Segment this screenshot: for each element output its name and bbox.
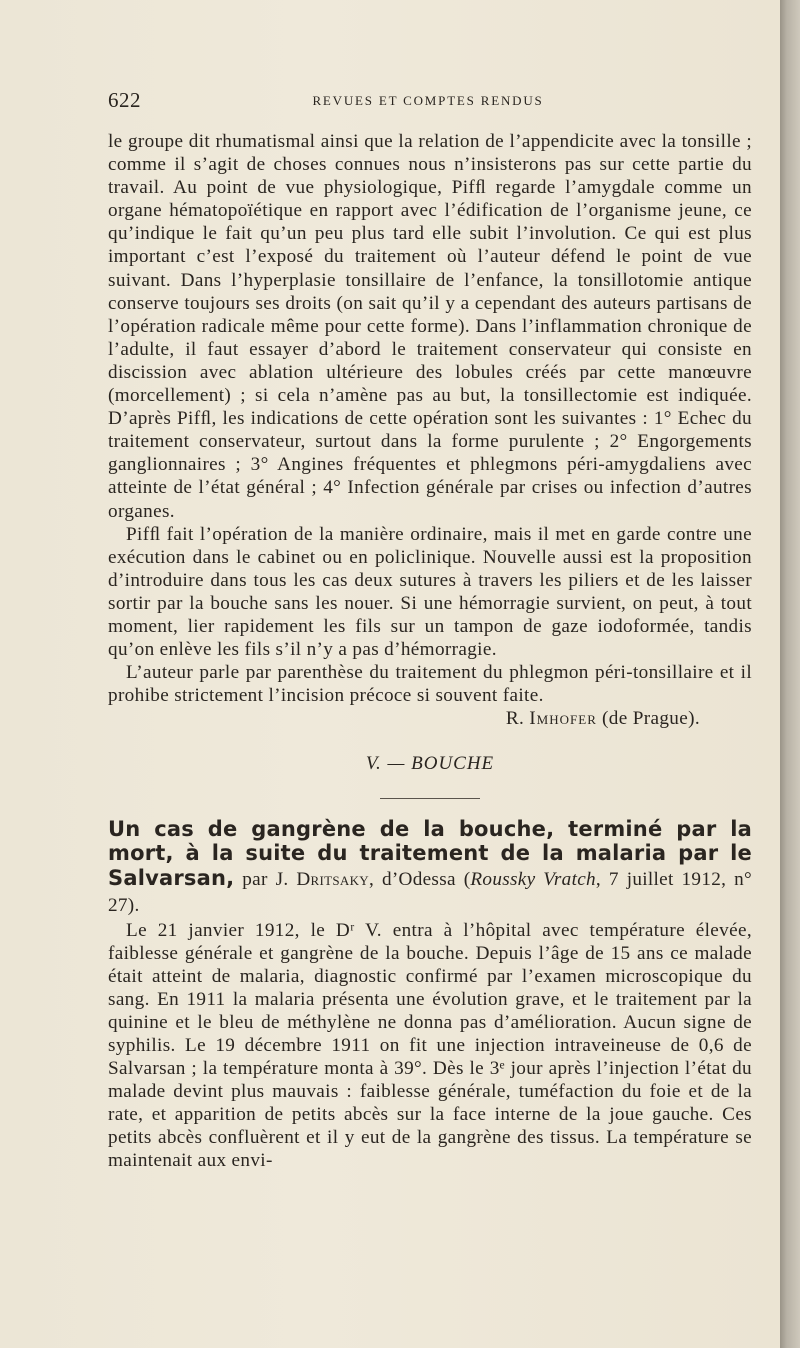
paragraph-3: L’auteur parle par parenthèse du traitement du phlegmon péri-tonsillaire et il prohibe strictement l’incision précoce si souvent faite. (108, 662, 752, 707)
page-header (108, 88, 748, 114)
byline-prefix: par J. (234, 868, 297, 890)
article-paragraph: Le 21 janvier 1912, le Dʳ V. entra à l’hôpital avec température élevée, faiblesse générale et gangrène de la bouche. Depuis l’âge de 15 ans ce malade était atteint de malaria, diagnostic confirmé par l’examen microscopique du sang. En 1911 la malaria présenta une évolution grave, et le traitement par la quinine et le bleu de méthylène ne donna pas d’amélioration. Aucun signe de syphilis. Le 19 décembre 1911 on fit une injection intraveineuse de 0,6 de Salvarsan ; la température monta à 39°. Dès le 3ᵉ jour après l’injection l’état du malade devint plus mauvais : faiblesse générale, tuméfaction du foie et de la rate, et apparition de petits abcès sur la face interne de la joue gauche. Ces petits abcès confluèrent et il y eut de la gangrène des tissus. La température se maintenait aux envi- (108, 919, 752, 1172)
page-edge-shadow (780, 0, 800, 1348)
article-title: Un cas de gangrène de la bouche, terminé par la mort, à la suite du traitement de la malaria par le Salvarsan, (108, 816, 752, 890)
journal-name: Roussky Vratch (470, 868, 596, 890)
running-head: REVUES ET COMPTES RENDUS (312, 93, 544, 108)
byline-mid: , d’Odessa ( (368, 868, 471, 890)
signature-place: (de Prague). (596, 708, 700, 730)
section-divider (380, 798, 480, 799)
article-author: Dritsaky (296, 868, 369, 890)
signature-initial: R. (505, 708, 530, 730)
signature-name: Imhofer (529, 708, 597, 730)
page-number: 622 (108, 88, 141, 112)
section-heading: V. — BOUCHE (365, 753, 495, 775)
page-body (108, 130, 752, 1173)
paragraph-1: le groupe dit rhumatismal ainsi que la relation de l’appendicite avec la tonsille ; comme il s’agit de choses connues nous n’insisterons pas sur cette partie du travail. Au point de vue physiologique, Pifﬂ regarde l’amygdale comme un organe hématopoïétique en rapport avec l’édification de l’organisme jeune, ce qu’indique le fait qu’un peu plus tard elle subit l’involution. Ce qui est plus important c’est l’exposé du traitement où l’auteur défend le point de vue suivant. Dans l’hyperplasie tonsillaire de l’enfance, la tonsillotomie antique conserve toujours ses droits (on sait qu’il y a cependant des auteurs partisans de l’opération radicale même pour cette forme). Dans l’inflammation chronique de l’adulte, il faut essayer d’abord le traitement conservateur qui consiste en discission avec ablation ultérieure des lobules créés par cette manœuvre (morcellement) ; si cela n’amène pas au but, la tonsillectomie est indiquée. D’après Pifﬂ, les indications de cette opération sont les suivantes : 1° Echec du traitement conservateur, surtout dans la forme purulente ; 2° Engorgements ganglionnaires ; 3° Angines fréquentes et phlegmons péri-amygdaliens avec atteinte de l’état général ; 4° Infection générale par crises ou infection d’autres organes. (108, 131, 752, 522)
article-heading (108, 817, 752, 919)
byline-suffix: , 7 juillet 1912, n° 27). (108, 868, 753, 917)
paragraph-2: Pifﬂ fait l’opération de la manière ordinaire, mais il met en garde contre une exécution dans le cabinet ou en policlinique. Nouvelle aussi est la proposition d’introduire dans tous les cas deux sutures à travers les piliers et de les laisser sortir par la bouche sans les nouer. Si une hémorragie survient, on peut, à tout moment, lier rapidement les fils sur un tampon de gaze iodoformée, tandis qu’on enlève les fils s’il n’y a pas d’hémorragie. (108, 523, 752, 661)
reviewer-signature (108, 707, 752, 730)
